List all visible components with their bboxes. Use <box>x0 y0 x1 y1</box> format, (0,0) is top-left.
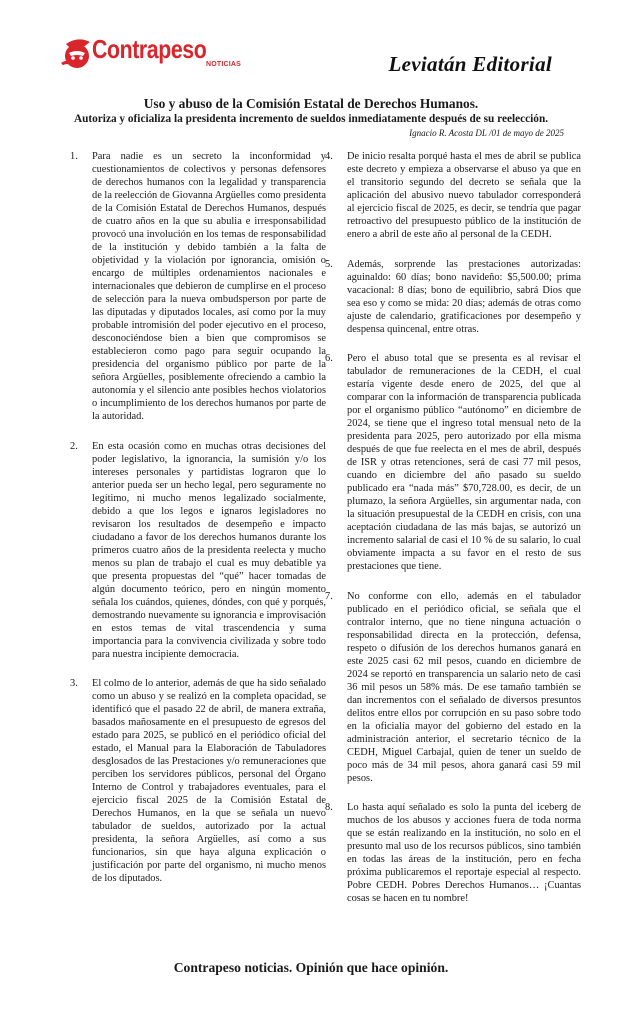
paragraph-text: De inicio resalta porqué hasta el mes de abril se publica este decreto y empieza a observarse el abuso ya que en el transitorio segundo del decreto se señala que la aplicación del abusivo nuevo tabulador corresponderá al ejercicio fiscal de 2025, es decir, se tendría que pagar retroactivo del presupuesto público de la institución de enero a abril de este año al personal de la CEDH. <box>347 151 581 240</box>
paragraph-number: 3. <box>70 678 78 689</box>
article-byline: Ignacio R. Acosta DL /01 de mayo de 2025 <box>409 128 564 138</box>
paragraph-text: Además, sorprende las prestaciones autorizadas: aguinaldo: 60 días; bono navideño: $5,500.00; prima vacacional: 8 días; bono de equilibrio, sabrá Dios que sea eso y como se mida: 20 días; además de otras como ajuste de calendario, gratificaciones por desempeño y despensa quincenal, entre otras. <box>347 258 581 335</box>
paragraph-4 <box>325 150 581 241</box>
paragraph-number: 8. <box>325 802 333 813</box>
paragraph-7 <box>325 590 581 785</box>
paragraph-number: 6. <box>325 353 333 364</box>
paragraph-number: 4. <box>325 151 333 162</box>
paragraph-1 <box>70 150 326 423</box>
footer-tagline: Contrapeso noticias. Opinión que hace opinión. <box>173 960 449 975</box>
right-column <box>325 150 581 922</box>
paragraph-text: El colmo de lo anterior, además de que ha sido señalado como un abuso y se realizó en la completa opacidad, se identificó que el pasado 22 de abril, de manera extraña, basados mañosamente en el presupuesto de egresos del estado para 2025, se publicó en el periódico oficial del estado, el Manual para la Elaboración de Tabuladores desglosados de las Prestaciones y/o remuneraciones que perciben los servidores públicos, personal del Órgano Interno de Control y trabajadores eventuales, para el ejercicio fiscal 2025 de la Comisión Estatal de Derechos Humanos, en la que se señala un nuevo tabulador de sueldos, autorizado por la actual presidenta, la señora Argüelles, así como a sus funcionarios, sin que haya alguna explicación o justificación por parte del organismo, ni mucho menos de los diputados. <box>92 678 326 884</box>
left-column <box>70 150 326 902</box>
paragraph-text: Para nadie es un secreto la inconformidad y cuestionamientos de colectivos y personas defensores de derechos humanos con la legalidad y transparencia de la reelección de Giovanna Argüelles como presidenta de la Comisión Estatal de Derechos Humanos, después de cuatro años en la que su abulia e irresponsabilidad provocó una involución en los temas de responsabilidad de la institución y debido también a la falta de objetividad y la violación por ignorancia, omisión o encargo de múltiples ordenamientos nacionales e internacionales que debieron de cumplirse en el proceso de selección para la nueva ombudsperson por parte de las diputadas y diputados locales, así como por la muy probable intromisión del poder ejecutivo en el proceso, desconociéndose bien a bien que compromisos se establecieron como pago para seguir ocupando la presidencia del organismo público por parte de la señora Argüelles, posiblemente ofreciendo a cambio la autonomía y el silencio ante posibles hechos violatorios o incumplimiento de los derechos humanos por parte de la autoridad. <box>92 151 326 422</box>
paragraph-number: 5. <box>325 258 333 270</box>
article-subtitle: Autoriza y oficializa la presidenta incremento de sueldos inmediatamente después de su reelección. <box>73 113 549 125</box>
paragraph-text: No conforme con ello, además en el tabulador publicado en el periódico oficial, se señala que el contralor interno, que no tiene ninguna actuación o responsabilidad directa en la protección, defensa, respeto o difusión de los derechos humanos ganará en este 2025 casi 62 mil pesos, cuando en diciembre de 2024 se reportó en transparencia un salario neto de casi 36 mil pesos un 58% más. De ese tamaño también se dan incrementos con el señalado de diversos presuntos delitos entre ellos por corrupción en su paso sobre todo en la oficialía mayor del gobierno del estado en la administración anterior, el secretario técnico de la CEDH, Miguel Carbajal, quien de tener un sueldo de poco más de 34 mil pesos, ahora ganará casi 59 mil pesos. <box>347 590 581 784</box>
paragraph-5 <box>325 258 581 336</box>
paragraph-number: 1. <box>70 151 78 162</box>
brand-subtitle: NOTICIAS <box>206 61 242 68</box>
paragraph-8 <box>325 801 581 905</box>
brand-name: Contrapeso <box>92 34 207 64</box>
paragraph-text: Pero el abuso total que se presenta es al revisar el tabulador de remuneraciones de la CEDH, el cual estaría vigente desde enero de 2025, del que al comparar con la información de transparencia publicada por el organismo público “autónomo” en diciembre de 2024, se tiene que el ingreso total mensual neto de la presidenta para 2025, pero autorizado por ella misma después de que fue reelecta en el mes de abril, después de ISR y otras retenciones, será de casi 77 mil pesos, cuando en diciembre del año pasado su sueldo publicado era “nada más” $70,728.00, es decir, de un plumazo, la señora Argüelles, sin argumentar nada, con la situación presupuestal de la CEDH en crisis, con una aceptación ciudadana de las más bajas, se autorizó un incremento salarial de casi el 10 % de su salario, lo cual obviamente impacta a su favor en el resto de sus prestaciones que tiene. <box>347 353 581 572</box>
article-title: Uso y abuso de la Comisión Estatal de Derechos Humanos. <box>143 96 479 111</box>
paragraph-number: 2. <box>70 440 78 452</box>
paragraph-text: Lo hasta aquí señalado es solo la punta del iceberg de muchos de los abusos y acciones fuera de toda norma que se están realizando en la institución, no solo en el presunto mal uso de los recursos públicos, sino también en todas las áreas de la institución, pero en fecha próxima publicaremos el reportaje especial al respecto. Pobre CEDH. Pobres Derechos Humanos… ¡Cuantas cosas se hacen en tu nombre! <box>347 802 581 904</box>
paragraph-6 <box>325 352 581 573</box>
paragraph-text: En esta ocasión como en muchas otras decisiones del poder legislativo, la ignorancia, la sumisión y/o los intereses personales y partidistas lograron que lo anterior pueda ser un hecho legal, pero seguramente no legítimo, ni mucho menos legalizado socialmente, debido a que los legos e ignaros legisladores no revisaron los resultados de desempeño e impacto ciudadano a favor de los derechos humanos durante los primeros cuatro años de la presidenta reelecta y mucho menos su plan de trabajo el cual es muy debatible ya que presenta propuestas del “qué” hacer tomadas de algún documento teórico, pero en ningún momento señala los cuándos, quienes, dóndes, con qué y porqués, demostrando nuevamente su ignorancia e improvisación en estos temas de vital trascendencia y suma importancia para la convivencia civilizada y sobre todo para nuestra incipiente democracia. <box>92 440 327 660</box>
paragraph-number: 7. <box>325 590 333 602</box>
contrapeso-logo <box>58 34 242 92</box>
paragraph-2 <box>70 440 326 661</box>
paragraph-3 <box>70 677 326 885</box>
section-title: Leviatán Editorial <box>388 52 552 76</box>
